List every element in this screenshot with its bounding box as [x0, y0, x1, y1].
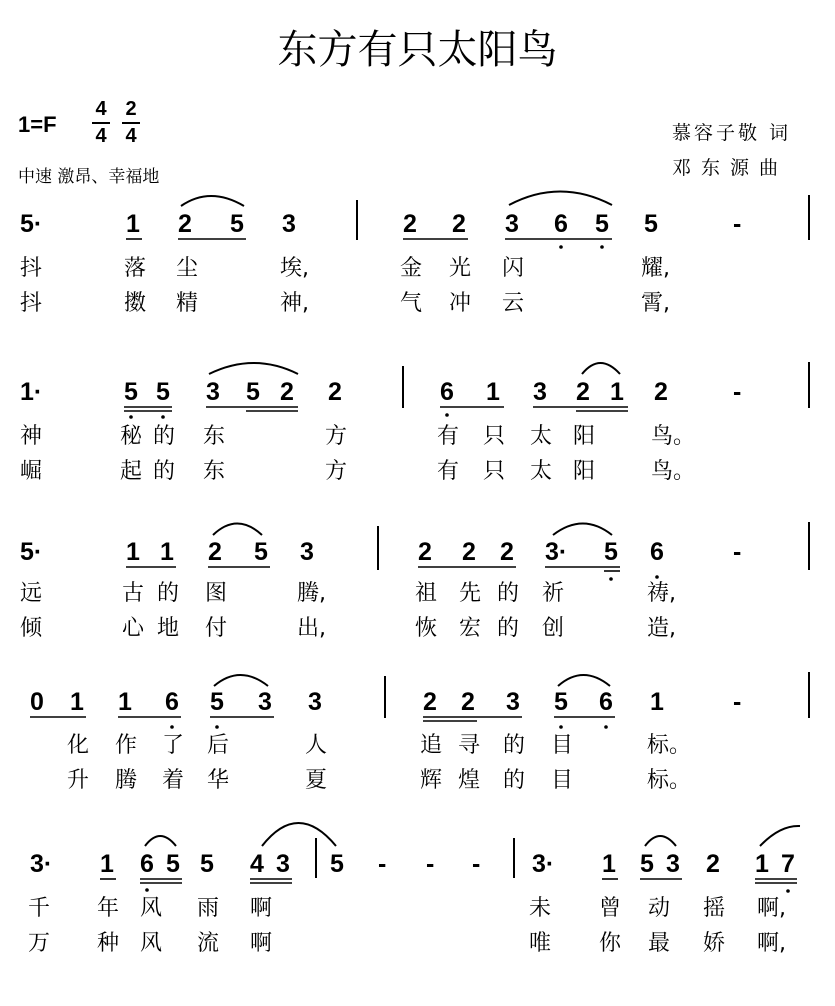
- note: 2: [208, 538, 222, 566]
- lyric: 擞: [124, 291, 147, 316]
- lyric: 崛: [20, 459, 43, 484]
- note: 4: [250, 850, 264, 878]
- lyric: 阳: [573, 459, 596, 484]
- lyric: 东: [203, 459, 226, 484]
- note: 5·: [20, 538, 43, 566]
- note: 3: [282, 210, 296, 238]
- lyric: 只: [483, 459, 506, 484]
- note: 2: [500, 538, 514, 566]
- lyric: 东: [203, 424, 226, 449]
- note: 6: [650, 538, 664, 566]
- lyric: 雨: [197, 896, 220, 921]
- note: -: [426, 850, 435, 878]
- lyric: 的: [503, 733, 526, 758]
- tempo-marking: 中速 激昂、幸福地: [18, 167, 160, 187]
- system-4-lyrics-verse-2: [67, 768, 691, 793]
- note: 5: [124, 378, 138, 406]
- lyric: 抖: [20, 291, 43, 316]
- note: -: [378, 850, 387, 878]
- lyric: 目: [551, 768, 574, 793]
- note: -: [733, 538, 742, 566]
- lyric: 千: [28, 896, 51, 921]
- lyric: 祷,: [647, 581, 676, 606]
- note: 5: [200, 850, 214, 878]
- system-4-lyrics-verse-1: [67, 733, 691, 758]
- lyric: 种: [97, 931, 120, 956]
- note: 2: [328, 378, 342, 406]
- lyric: 化: [67, 733, 90, 758]
- lyric: 只: [483, 424, 506, 449]
- note: -: [733, 378, 742, 406]
- lyric: 后: [207, 733, 230, 758]
- note: 3: [276, 850, 290, 878]
- note: 5: [254, 538, 268, 566]
- lyric: 煌: [458, 768, 481, 793]
- system-2-lyrics-verse-2: [20, 459, 695, 484]
- note: 5: [554, 688, 568, 716]
- lyric: 的: [153, 424, 176, 449]
- lyric: 方: [325, 424, 348, 449]
- lyric: 动: [648, 896, 671, 921]
- note: 3·: [532, 850, 555, 878]
- key-signature: 1=F: [18, 112, 57, 137]
- system-5-notes: [30, 850, 795, 878]
- lyric: 气: [400, 291, 423, 316]
- composer-credit: 邓东源曲: [672, 157, 789, 179]
- lyric: 啊,: [757, 896, 786, 921]
- lyric: 了: [162, 733, 185, 758]
- lyric: 付: [205, 616, 228, 641]
- note: 2: [654, 378, 668, 406]
- lyric: 抖: [20, 256, 43, 281]
- lyric: 的: [153, 459, 176, 484]
- lyric: 寻: [458, 733, 481, 758]
- note: 3: [258, 688, 272, 716]
- lyric: 心: [122, 616, 145, 641]
- lyric: 光: [449, 256, 472, 281]
- lyric: 升: [67, 768, 90, 793]
- note: 3: [666, 850, 680, 878]
- time-sig-bottom: 4: [95, 125, 107, 147]
- system-3-lyrics-verse-2: [20, 616, 676, 641]
- lyric: 神: [20, 424, 43, 449]
- note: 2: [403, 210, 417, 238]
- lyric: 目: [551, 733, 574, 758]
- lyric: 先: [459, 581, 482, 606]
- lyric: 最: [648, 931, 671, 956]
- lyric: 的: [503, 768, 526, 793]
- note: 1: [650, 688, 664, 716]
- note: 6: [554, 210, 568, 238]
- note: 1: [70, 688, 84, 716]
- lyric: 创: [542, 616, 565, 641]
- note: 0: [30, 688, 44, 716]
- note: 2: [452, 210, 466, 238]
- system-1-lyrics-verse-2: [20, 291, 670, 316]
- lyric: 辉: [420, 768, 443, 793]
- system-2-lyrics-verse-1: [20, 424, 695, 449]
- system-1-lyrics-verse-1: [20, 256, 670, 281]
- lyric: 埃,: [280, 256, 309, 281]
- lyric: 地: [157, 616, 180, 641]
- lyric: 恢: [415, 616, 438, 641]
- lyric: 尘: [176, 256, 199, 281]
- lyric: 的: [497, 616, 520, 641]
- note: 5: [330, 850, 344, 878]
- note: 7: [781, 850, 795, 878]
- note: 6: [165, 688, 179, 716]
- note: 5: [246, 378, 260, 406]
- lyric: 未: [529, 896, 552, 921]
- lyric: 唯: [529, 931, 552, 956]
- lyric: 娇: [703, 931, 726, 956]
- lyric: 闪: [502, 256, 525, 281]
- note: 2: [576, 378, 590, 406]
- lyric: 古: [122, 581, 145, 606]
- note: 5: [640, 850, 654, 878]
- note: 2: [461, 688, 475, 716]
- lyric: 倾: [20, 616, 43, 641]
- lyric: 的: [497, 581, 520, 606]
- lyric: 人: [305, 733, 328, 758]
- note: 1: [755, 850, 769, 878]
- note: -: [472, 850, 481, 878]
- lyric: 夏: [305, 768, 328, 793]
- note: 5·: [20, 210, 43, 238]
- lyric: 远: [20, 581, 43, 606]
- note: 5: [604, 538, 618, 566]
- note: 3·: [30, 850, 53, 878]
- note: 2: [423, 688, 437, 716]
- system-5-lyrics-verse-2: [28, 931, 786, 956]
- note: 1: [100, 850, 114, 878]
- lyric: 祈: [542, 581, 565, 606]
- note: 6: [440, 378, 454, 406]
- time-sig-top: 2: [125, 98, 137, 120]
- lyric: 腾,: [297, 581, 326, 606]
- note: 3: [300, 538, 314, 566]
- lyricist-credit: 慕容子敬 词: [672, 122, 792, 144]
- lyric: 宏: [459, 616, 482, 641]
- lyric: 出,: [297, 616, 326, 641]
- note: 3: [533, 378, 547, 406]
- lyric: 精: [176, 291, 199, 316]
- note: 1·: [20, 378, 43, 406]
- song-title: 东方有只太阳鸟: [277, 27, 558, 73]
- note: 3: [206, 378, 220, 406]
- lyric: 有: [437, 459, 460, 484]
- lyric: 摇: [703, 896, 726, 921]
- note: 5: [166, 850, 180, 878]
- lyric: 有: [437, 424, 460, 449]
- lyric: 太: [530, 459, 553, 484]
- note: 1: [118, 688, 132, 716]
- note: -: [733, 688, 742, 716]
- lyric: 冲: [449, 291, 472, 316]
- time-sig-bottom: 4: [125, 125, 137, 147]
- note: 1: [610, 378, 624, 406]
- lyric: 造,: [647, 616, 676, 641]
- lyric: 秘: [120, 424, 143, 449]
- lyric: 的: [157, 581, 180, 606]
- note: 1: [486, 378, 500, 406]
- lyric: 阳: [573, 424, 596, 449]
- lyric: 落: [124, 256, 147, 281]
- note: 5: [644, 210, 658, 238]
- system-5-lyrics-verse-1: [28, 896, 786, 921]
- lyric: 着: [162, 768, 185, 793]
- lyric: 神,: [280, 291, 309, 316]
- lyric: 云: [502, 291, 525, 316]
- note: -: [733, 210, 742, 238]
- lyric: 啊,: [757, 931, 786, 956]
- lyric: 标。: [647, 768, 692, 793]
- lyric: 流: [197, 931, 220, 956]
- note: 1: [126, 538, 140, 566]
- lyric: 腾: [115, 768, 138, 793]
- note: 3: [505, 210, 519, 238]
- note: 1: [126, 210, 140, 238]
- system-3-lyrics-verse-1: [20, 581, 676, 606]
- lyric: 年: [97, 896, 120, 921]
- system-2-notes: [20, 378, 741, 406]
- lyric: 你: [599, 931, 622, 956]
- lyric: 方: [325, 459, 348, 484]
- time-sig-top: 4: [95, 98, 107, 120]
- note: 2: [178, 210, 192, 238]
- note: 1: [602, 850, 616, 878]
- lyric: 图: [205, 581, 228, 606]
- lyric: 啊: [250, 896, 273, 921]
- lyric: 太: [530, 424, 553, 449]
- lyric: 风: [140, 896, 163, 921]
- lyric: 啊: [250, 931, 273, 956]
- note: 2: [280, 378, 294, 406]
- note: 6: [599, 688, 613, 716]
- lyric: 鸟。: [651, 424, 696, 449]
- lyric: 祖: [415, 581, 438, 606]
- lyric: 鸟。: [651, 459, 696, 484]
- lyric: 标。: [647, 733, 692, 758]
- note: 5: [230, 210, 244, 238]
- lyric: 作: [115, 733, 138, 758]
- note: 2: [706, 850, 720, 878]
- note: 6: [140, 850, 154, 878]
- note: 5: [156, 378, 170, 406]
- lyric: 追: [420, 733, 443, 758]
- lyric: 耀,: [641, 256, 670, 281]
- lyric: 风: [140, 931, 163, 956]
- note: 2: [418, 538, 432, 566]
- lyric: 起: [120, 459, 143, 484]
- lyric: 华: [207, 768, 230, 793]
- lyric: 霄,: [641, 291, 670, 316]
- system-3-notes: [20, 538, 741, 566]
- lyric: 万: [28, 931, 51, 956]
- note: 3·: [545, 538, 568, 566]
- system-1-notes: [20, 210, 741, 238]
- note: 5: [210, 688, 224, 716]
- lyric: 曾: [599, 896, 622, 921]
- note: 5: [595, 210, 609, 238]
- note: 1: [160, 538, 174, 566]
- note: 3: [308, 688, 322, 716]
- note: 2: [462, 538, 476, 566]
- lyric: 金: [400, 256, 423, 281]
- note: 3: [506, 688, 520, 716]
